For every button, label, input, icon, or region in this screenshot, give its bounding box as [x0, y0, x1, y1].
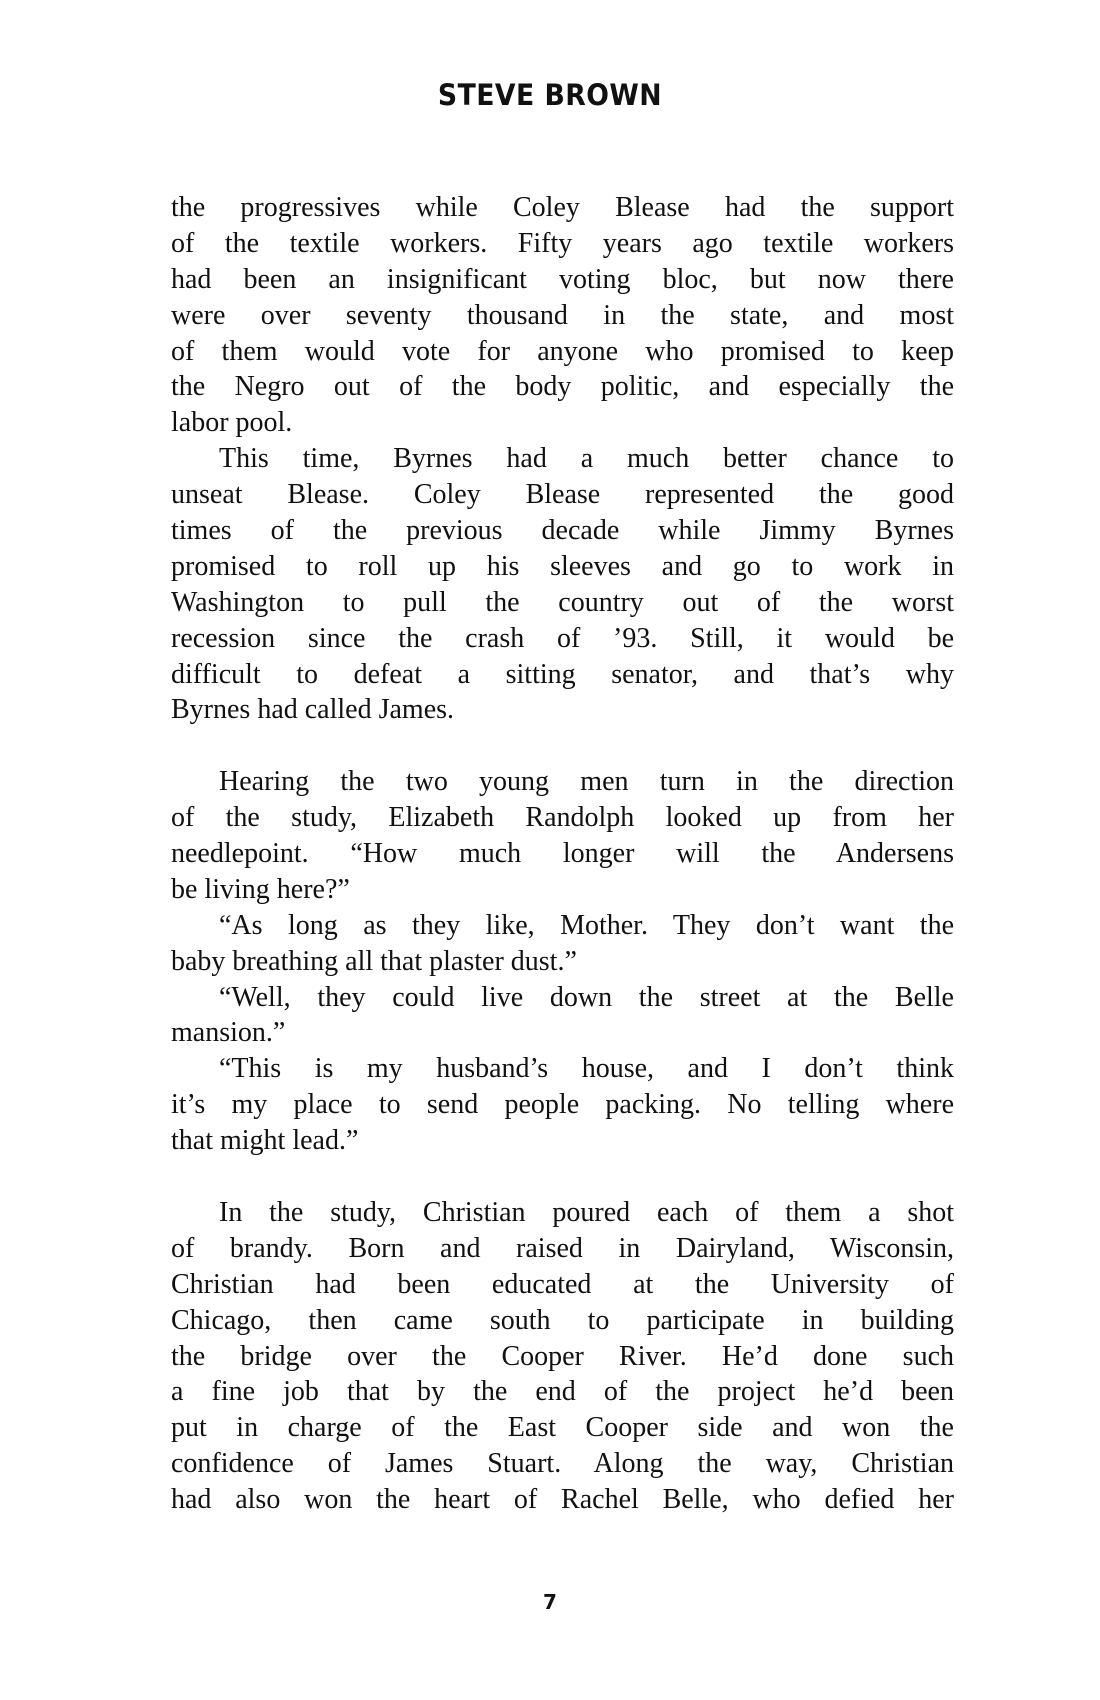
- section-break: [171, 728, 954, 764]
- text-line: needlepoint. “How much longer will the Andersens: [171, 838, 954, 870]
- text-line: had also won the heart of Rachel Belle, who defied her: [171, 1484, 954, 1516]
- text-line: confidence of James Stuart. Along the way, Christian: [171, 1448, 954, 1480]
- text-line: times of the previous decade while Jimmy Byrnes: [171, 515, 954, 547]
- text-line: Chicago, then came south to participate in building: [171, 1304, 954, 1336]
- text-line: “Well, they could live down the street at the Belle: [219, 981, 954, 1013]
- text-line: Byrnes had called James.: [171, 694, 455, 726]
- text-line: mansion.”: [171, 1017, 286, 1049]
- paragraph: [171, 190, 954, 441]
- section-break: [171, 1159, 954, 1195]
- text-line: be living here?”: [171, 873, 350, 905]
- text-line: labor pool.: [171, 407, 293, 439]
- text-line: In the study, Christian poured each of them a shot: [219, 1196, 954, 1228]
- text-line: were over seventy thousand in the state, and most: [171, 299, 954, 331]
- page-body-text: [171, 190, 954, 1518]
- text-line: Washington to pull the country out of the worst: [171, 586, 954, 618]
- text-line: “This is my husband’s house, and I don’t think: [219, 1053, 954, 1085]
- paragraph: [171, 908, 954, 980]
- page-number: 7: [543, 1590, 557, 1614]
- text-line: of the study, Elizabeth Randolph looked up from her: [171, 802, 954, 834]
- text-line: Hearing the two young men turn in the direction: [219, 766, 954, 798]
- text-line: of the textile workers. Fifty years ago textile workers: [171, 227, 954, 259]
- text-line: of brandy. Born and raised in Dairyland, Wisconsin,: [171, 1232, 954, 1264]
- text-line: the Negro out of the body politic, and especially the: [171, 371, 954, 403]
- paragraph: [171, 1195, 954, 1518]
- text-line: a fine job that by the end of the project he’d been: [171, 1376, 954, 1408]
- text-line: “As long as they like, Mother. They don’t want the: [219, 909, 954, 941]
- paragraph: [171, 764, 954, 908]
- text-line: unseat Blease. Coley Blease represented the good: [171, 479, 954, 511]
- text-line: had been an insignificant voting bloc, but now there: [171, 263, 954, 295]
- text-line: it’s my place to send people packing. No telling where: [171, 1089, 954, 1121]
- text-line: put in charge of the East Cooper side and won the: [171, 1412, 954, 1444]
- text-line: recession since the crash of ’93. Still, it would be: [171, 622, 954, 654]
- text-line: that might lead.”: [171, 1125, 359, 1157]
- paragraph: [171, 441, 954, 728]
- text-line: This time, Byrnes had a much better chance to: [219, 443, 954, 475]
- text-line: of them would vote for anyone who promised to keep: [171, 335, 954, 367]
- text-line: promised to roll up his sleeves and go to work in: [171, 550, 954, 582]
- running-header: STEVE BROWN: [437, 78, 663, 112]
- text-line: difficult to defeat a sitting senator, and that’s why: [171, 658, 954, 690]
- paragraph: [171, 1051, 954, 1159]
- text-line: baby breathing all that plaster dust.”: [171, 945, 577, 977]
- text-line: the progressives while Coley Blease had the support: [171, 192, 954, 223]
- paragraph: [171, 980, 954, 1052]
- text-line: Christian had been educated at the University of: [171, 1268, 954, 1300]
- text-line: the bridge over the Cooper River. He’d done such: [171, 1340, 954, 1372]
